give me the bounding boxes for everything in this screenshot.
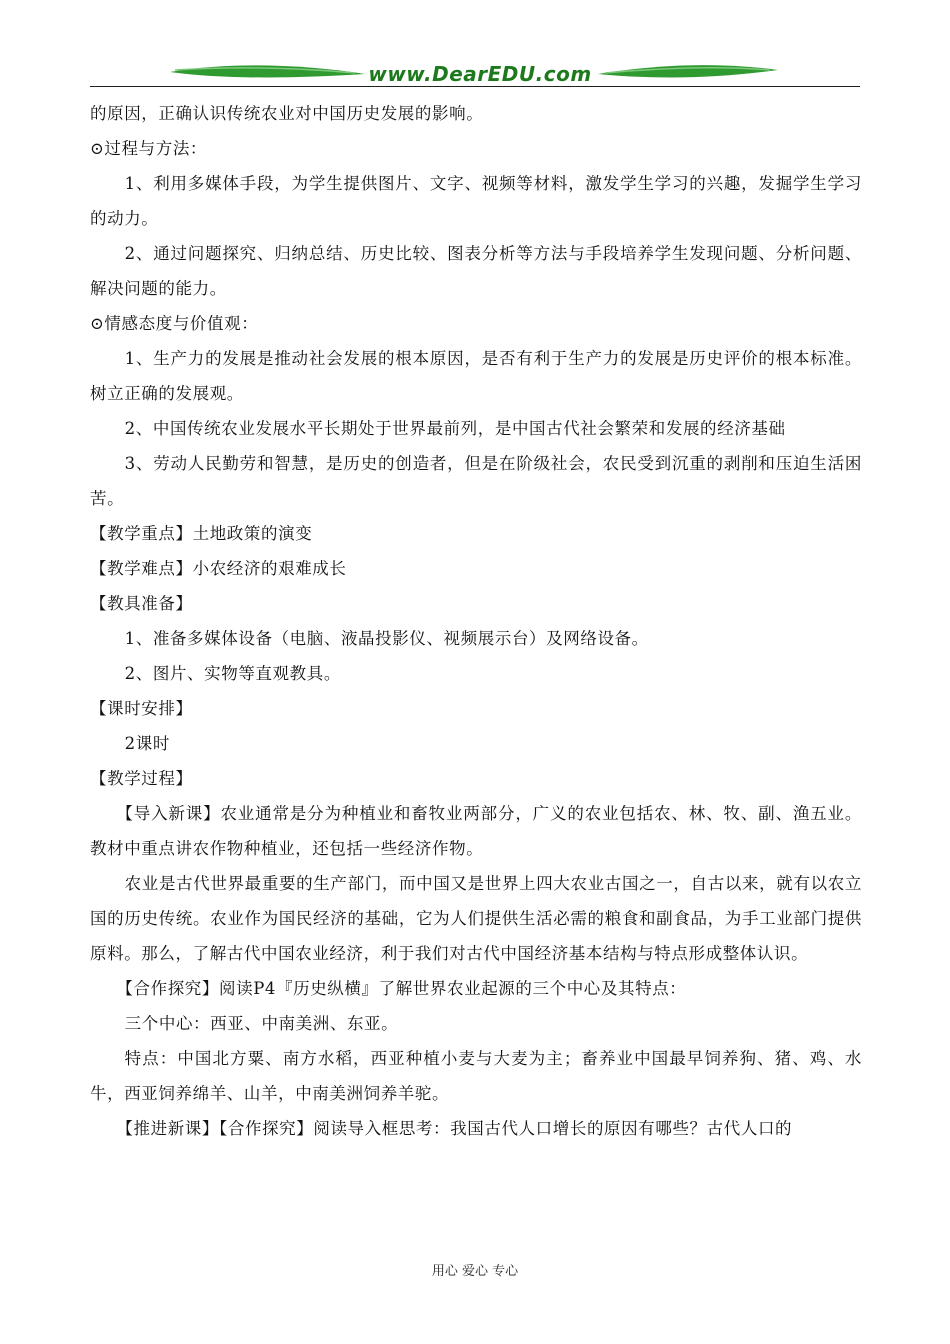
page-header <box>0 0 950 96</box>
paragraph: 的原因，正确认识传统农业对中国历史发展的影响。 <box>90 104 484 123</box>
paragraph: 【合作探究】阅读P4『历史纵横』了解世界农业起源的三个中心及其特点： <box>116 979 687 998</box>
paragraph: 2、通过问题探究、归纳总结、历史比较、图表分析等方法与手段培养学生发现问题、分析问题、解决问题的能力。 <box>90 244 862 298</box>
paragraph: 特点：中国北方粟、南方水稻，西亚种植小麦与大麦为主；畜养业中国最早饲养狗、猪、鸡、水牛，西亚饲养绵羊、山羊，中南美洲饲养羊驼。 <box>90 1049 862 1103</box>
paragraph: 1、利用多媒体手段，为学生提供图片、文字、视频等材料，激发学生学习的兴趣，发掘学生学习的动力。 <box>90 174 862 228</box>
paragraph: 2、中国传统农业发展水平长期处于世界最前列，是中国古代社会繁荣和发展的经济基础 <box>124 419 786 438</box>
header-rule <box>90 86 860 87</box>
teaching-difficulty: 【教学难点】小农经济的艰难成长 <box>90 559 347 578</box>
section-heading-attitude-values: ⊙情感态度与价值观： <box>90 314 259 333</box>
site-brand: www.DearEDU.com <box>368 62 592 86</box>
section-heading-process-methods: ⊙过程与方法： <box>90 139 208 158</box>
paragraph: 三个中心：西亚、中南美洲、东亚。 <box>124 1014 399 1033</box>
paragraph: 3、劳动人民勤劳和智慧，是历史的创造者，但是在阶级社会，农民受到沉重的剥削和压迫生活困苦。 <box>90 454 862 508</box>
paragraph: 【推进新课】【合作探究】阅读导入框思考：我国古代人口增长的原因有哪些？古代人口的 <box>116 1119 793 1138</box>
paragraph: 2课时 <box>124 734 170 753</box>
paragraph: 1、生产力的发展是推动社会发展的根本原因，是否有利于生产力的发展是历史评价的根本标准。树立正确的发展观。 <box>90 349 862 403</box>
page-footer: 用心 爱心 专心 <box>431 1264 519 1279</box>
paragraph: 农业是古代世界最重要的生产部门，而中国又是世界上四大农业古国之一，自古以来，就有以农立国的历史传统。农业作为国民经济的基础，它为人们提供生活必需的粮食和副食品，为手工业部门提供原料。那么，了解古代中国农业经济，利于我们对古代中国经济基本结构与特点形成整体认识。 <box>90 874 862 963</box>
teaching-focus: 【教学重点】土地政策的演变 <box>90 524 313 543</box>
paragraph: 2、图片、实物等直观教具。 <box>124 664 341 683</box>
paragraph: 1、准备多媒体设备（电脑、液晶投影仪、视频展示台）及网络设备。 <box>124 629 649 648</box>
paragraph: 【导入新课】农业通常是分为种植业和畜牧业两部分，广义的农业包括农、林、牧、副、渔五业。教材中重点讲农作物种植业，还包括一些经济作物。 <box>90 804 862 858</box>
teaching-process-heading: 【教学过程】 <box>90 769 193 788</box>
schedule-heading: 【课时安排】 <box>90 699 193 718</box>
document-body <box>90 96 862 1146</box>
teaching-tools-heading: 【教具准备】 <box>90 594 193 613</box>
